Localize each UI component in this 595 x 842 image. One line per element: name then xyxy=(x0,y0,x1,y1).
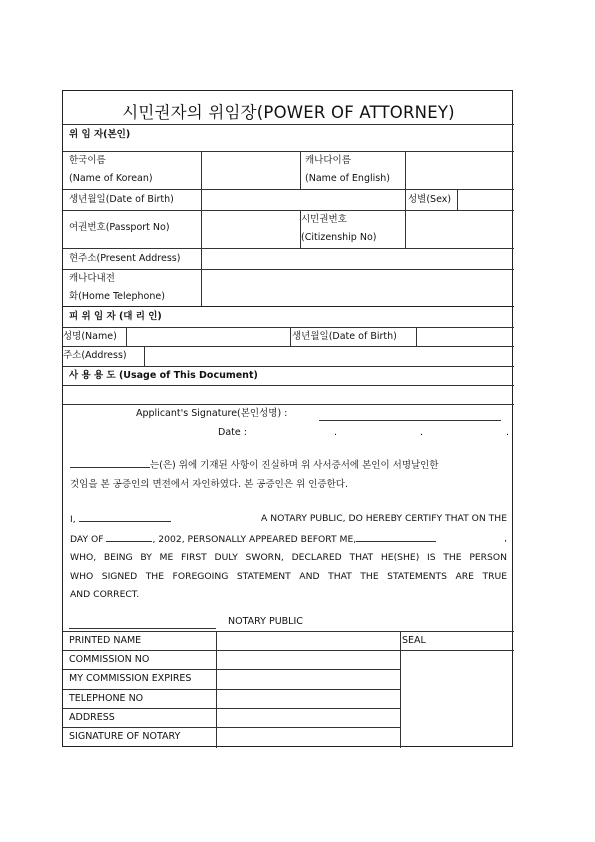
applicant-signature-label: Applicant's Signature(본인성명) : xyxy=(136,408,288,419)
power-of-attorney-form xyxy=(62,90,513,747)
citizenship-label: 시민권번호 xyxy=(301,214,347,225)
appearer-blank[interactable] xyxy=(356,530,436,542)
name-blank[interactable] xyxy=(70,456,150,468)
date-label: Date : xyxy=(218,427,247,438)
divider xyxy=(63,124,514,125)
agent-name-label: 성명(Name) xyxy=(63,331,117,342)
notary-signature-line[interactable] xyxy=(69,628,216,629)
date-separator: . xyxy=(334,427,338,438)
address-label: 현주소(Present Address) xyxy=(69,253,181,264)
canadian-name-label: 캐나다이름 xyxy=(305,155,351,166)
phone-label: 캐나다내전 xyxy=(69,273,115,284)
citizenship-label-en: (Citizenship No) xyxy=(301,232,377,243)
passport-label: 여권번호(Passport No) xyxy=(69,222,170,233)
date-separator: . xyxy=(420,427,424,438)
applicant-signature-line[interactable] xyxy=(319,420,501,421)
phone-label-en: 화(Home Telephone) xyxy=(69,291,165,302)
sex-label: 성별(Sex) xyxy=(408,194,452,205)
notary-address-label: ADDRESS xyxy=(69,712,115,723)
english-statement: I, A NOTARY PUBLIC, DO HEREBY CERTIFY THAT ON THE DAY OF , 2002, PERSONALLY APPEARED BEFORT ME, , WHO, BEING BY ME FIRST DULY SWORN, DECLARED THAT HE(SHE) IS THE PERSON WHO SIGNED THE FOREGOING STATEMENT AND THAT THE STATEMENTS ARE TRUE AND CORRECT. xyxy=(70,510,507,605)
korean-name-label-en: (Name of Korean) xyxy=(69,173,153,184)
day-blank[interactable] xyxy=(106,530,152,542)
notary-signature-label: SIGNATURE OF NOTARY xyxy=(69,731,181,742)
dob-label: 생년월일(Date of Birth) xyxy=(69,194,174,205)
korean-name-label: 한국이름 xyxy=(69,155,106,166)
korean-statement: 는(은) 위에 기재된 사항이 진실하며 위 사서증서에 본인이 서명날인한 것임을 본 공증인의 면전에서 자인하였다. 본 공증인은 위 인증한다. xyxy=(70,456,507,494)
commission-no-label: COMMISSION NO xyxy=(69,654,150,665)
notary-public-label: NOTARY PUBLIC xyxy=(228,616,303,627)
agent-dob-label: 생년월일(Date of Birth) xyxy=(292,331,397,342)
commission-expires-label: MY COMMISSION EXPIRES xyxy=(69,673,192,684)
notary-name-blank[interactable] xyxy=(79,510,171,522)
date-separator: . xyxy=(506,427,510,438)
agent-address-label: 주소(Address) xyxy=(63,350,127,361)
divider xyxy=(63,151,514,152)
agent-section-heading: 피 위 임 자 (대 리 인) xyxy=(69,311,162,322)
page-title: 시민권자의 위임장(POWER OF ATTORNEY) xyxy=(122,103,455,122)
canadian-name-label-en: (Name of English) xyxy=(305,173,390,184)
telephone-no-label: TELEPHONE NO xyxy=(69,693,144,704)
printed-name-label: PRINTED NAME xyxy=(69,635,142,646)
seal-label: SEAL xyxy=(402,635,426,646)
usage-section-heading: 사 용 용 도 (Usage of This Document) xyxy=(69,370,258,381)
principal-section-heading: 위 임 자(본인) xyxy=(69,129,131,140)
